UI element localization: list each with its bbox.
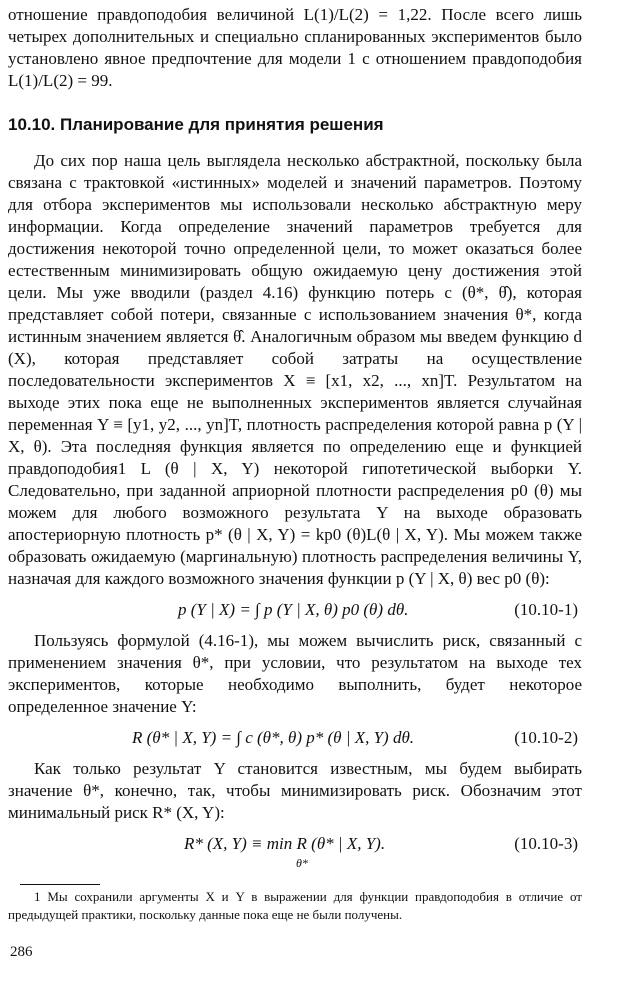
section-title: 10.10. Планирование для принятия решения [8,115,384,134]
paragraph-3: Как только результат Y становится известным, мы будем выбирать значение θ*, конечно, так, чтобы минимизировать риск. Обозначим этот минимальный риск R* (X, Y): [8,759,582,822]
equation-1 [8,590,582,630]
equation-1-formula: p (Y | X) = ∫ p (Y | X, θ) p0 (θ) dθ. [178,600,409,619]
equation-2-formula: R (θ* | X, Y) = ∫ c (θ*, θ) p* (θ | X, Y) dθ. [132,728,415,747]
footnote: 1 Мы сохранили аргументы X и Y в выражении для функции правдоподобия в отличие от предыдущей практики, поскольку данные пока еще не были получены. [8,889,582,922]
equation-2 [8,718,582,758]
equation-3-number: (10.10-3) [514,834,578,853]
paragraph-1: До сих пор наша цель выглядела несколько абстрактной, поскольку была связана с трактовкой «истинных» моделей и значений параметров. Поэтому для отбора экспериментов мы использовали несколько абстрактную меру информации. Когда определение значений параметров требуется для достижения некоторой точно определенной цели, то может оказаться более естественным минимизировать общую ожидаемую цену достижения этой цели. Мы уже вводили (раздел 4.16) функцию потерь c (θ*, θ̂), которая представляет собой потери, связанные с использованием значения θ*, когда истинным значением является θ̂. Аналогичным образом мы введем функцию d (X), которая представляет собой затраты на осуществление последовательности экспериментов X ≡ [x1, x2, ..., xn]T. Результатом на выходе этих пока еще не выполненных экспериментов является случайная переменная Y ≡ [y1, y2, ..., yn]T, плотность распределения которой равна p (Y | X, θ). Эта последняя функция является по определению еще и функцией правдоподобия1 L (θ | X, Y) некоторой гипотетической выборки Y. Следовательно, при заданной априорной плотности распределения p0 (θ) мы можем для любого возможного результата Y на выходе образовать апостериорную плотность p* (θ | X, Y) = kp0 (θ)L(θ | X, Y). Мы можем также образовать ожидаемую (маргинальную) плотность распределения величины Y, назначая для каждого возможного значения функции p (Y | X, θ) вес p0 (θ): [8,151,582,588]
equation-3-formula: R* (X, Y) ≡ min R (θ* | X, Y). [184,834,386,853]
equation-3-subscript: θ* [296,856,308,870]
page-number: 286 [10,944,33,960]
page-body [8,4,582,872]
intro-paragraph: отношение правдоподобия величиной L(1)/L(2) = 1,22. После всего лишь четырех дополнительных и специально спланированных экспериментов было установлено явное предпочтение для модели 1 с отношением правдоподобия L(1)/L(2) = 99. [8,5,582,90]
equation-3 [8,824,582,872]
equation-1-number: (10.10-1) [514,600,578,619]
paragraph-2: Пользуясь формулой (4.16-1), мы можем вычислить риск, связанный с применением значения θ*, при условии, что результатом на выходе тех экспериментов, которые необходимо выполнить, будет некоторое определенное значение Y: [8,631,582,716]
equation-2-number: (10.10-2) [514,728,578,747]
footnote-divider [20,884,100,885]
